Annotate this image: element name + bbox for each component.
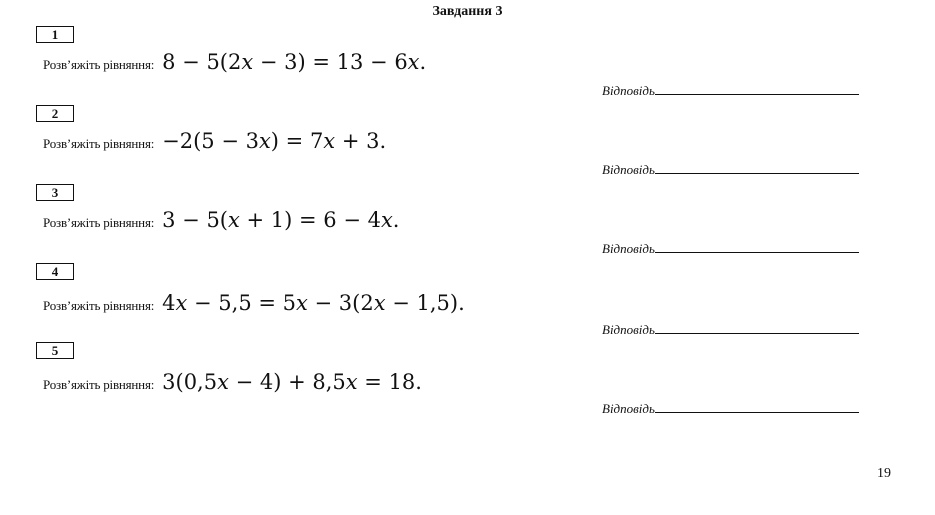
equation: 4𝑥 − 5,5 = 5𝑥 − 3(2𝑥 − 1,5). [162, 291, 465, 315]
prompt-label: Розв’яжіть рівняння: [43, 298, 155, 313]
task-prompt [43, 291, 465, 315]
equation: 3(0,5𝑥 − 4) + 8,5𝑥 = 18. [162, 370, 422, 394]
answer-field[interactable] [602, 80, 859, 100]
answer-line[interactable] [655, 80, 859, 95]
task-3 [0, 184, 935, 262]
equation: 3 − 5(𝑥 + 1) = 6 − 4𝑥. [162, 208, 400, 232]
answer-field[interactable] [602, 238, 859, 258]
answer-field[interactable] [602, 398, 859, 418]
answer-line[interactable] [655, 159, 859, 174]
task-prompt [43, 370, 422, 394]
task-number-box: 4 [36, 263, 74, 280]
task-number-box: 1 [36, 26, 74, 43]
equation: −2(5 − 3𝑥) = 7𝑥 + 3. [162, 129, 387, 153]
answer-label: Відповідь [602, 241, 655, 256]
task-prompt [43, 208, 399, 232]
answer-label: Відповідь [602, 401, 655, 416]
answer-line[interactable] [655, 238, 859, 253]
task-5 [0, 342, 935, 420]
task-2 [0, 105, 935, 183]
answer-line[interactable] [655, 398, 859, 413]
prompt-label: Розв’яжіть рівняння: [43, 377, 155, 392]
prompt-label: Розв’яжіть рівняння: [43, 57, 155, 72]
task-number-box: 2 [36, 105, 74, 122]
page-number: 19 [877, 466, 891, 481]
prompt-label: Розв’яжіть рівняння: [43, 136, 155, 151]
answer-label: Відповідь [602, 322, 655, 337]
page-title: Завдання 3 [432, 4, 503, 19]
task-1 [0, 26, 935, 104]
answer-field[interactable] [602, 319, 859, 339]
answer-label: Відповідь [602, 162, 655, 177]
answer-label: Відповідь [602, 83, 655, 98]
prompt-label: Розв’яжіть рівняння: [43, 215, 155, 230]
task-prompt [43, 129, 386, 153]
equation: 8 − 5(2𝑥 − 3) = 13 − 6𝑥. [162, 50, 427, 74]
task-prompt [43, 50, 426, 74]
answer-field[interactable] [602, 159, 859, 179]
answer-line[interactable] [655, 319, 859, 334]
task-4 [0, 263, 935, 341]
task-number-box: 5 [36, 342, 74, 359]
task-number-box: 3 [36, 184, 74, 201]
